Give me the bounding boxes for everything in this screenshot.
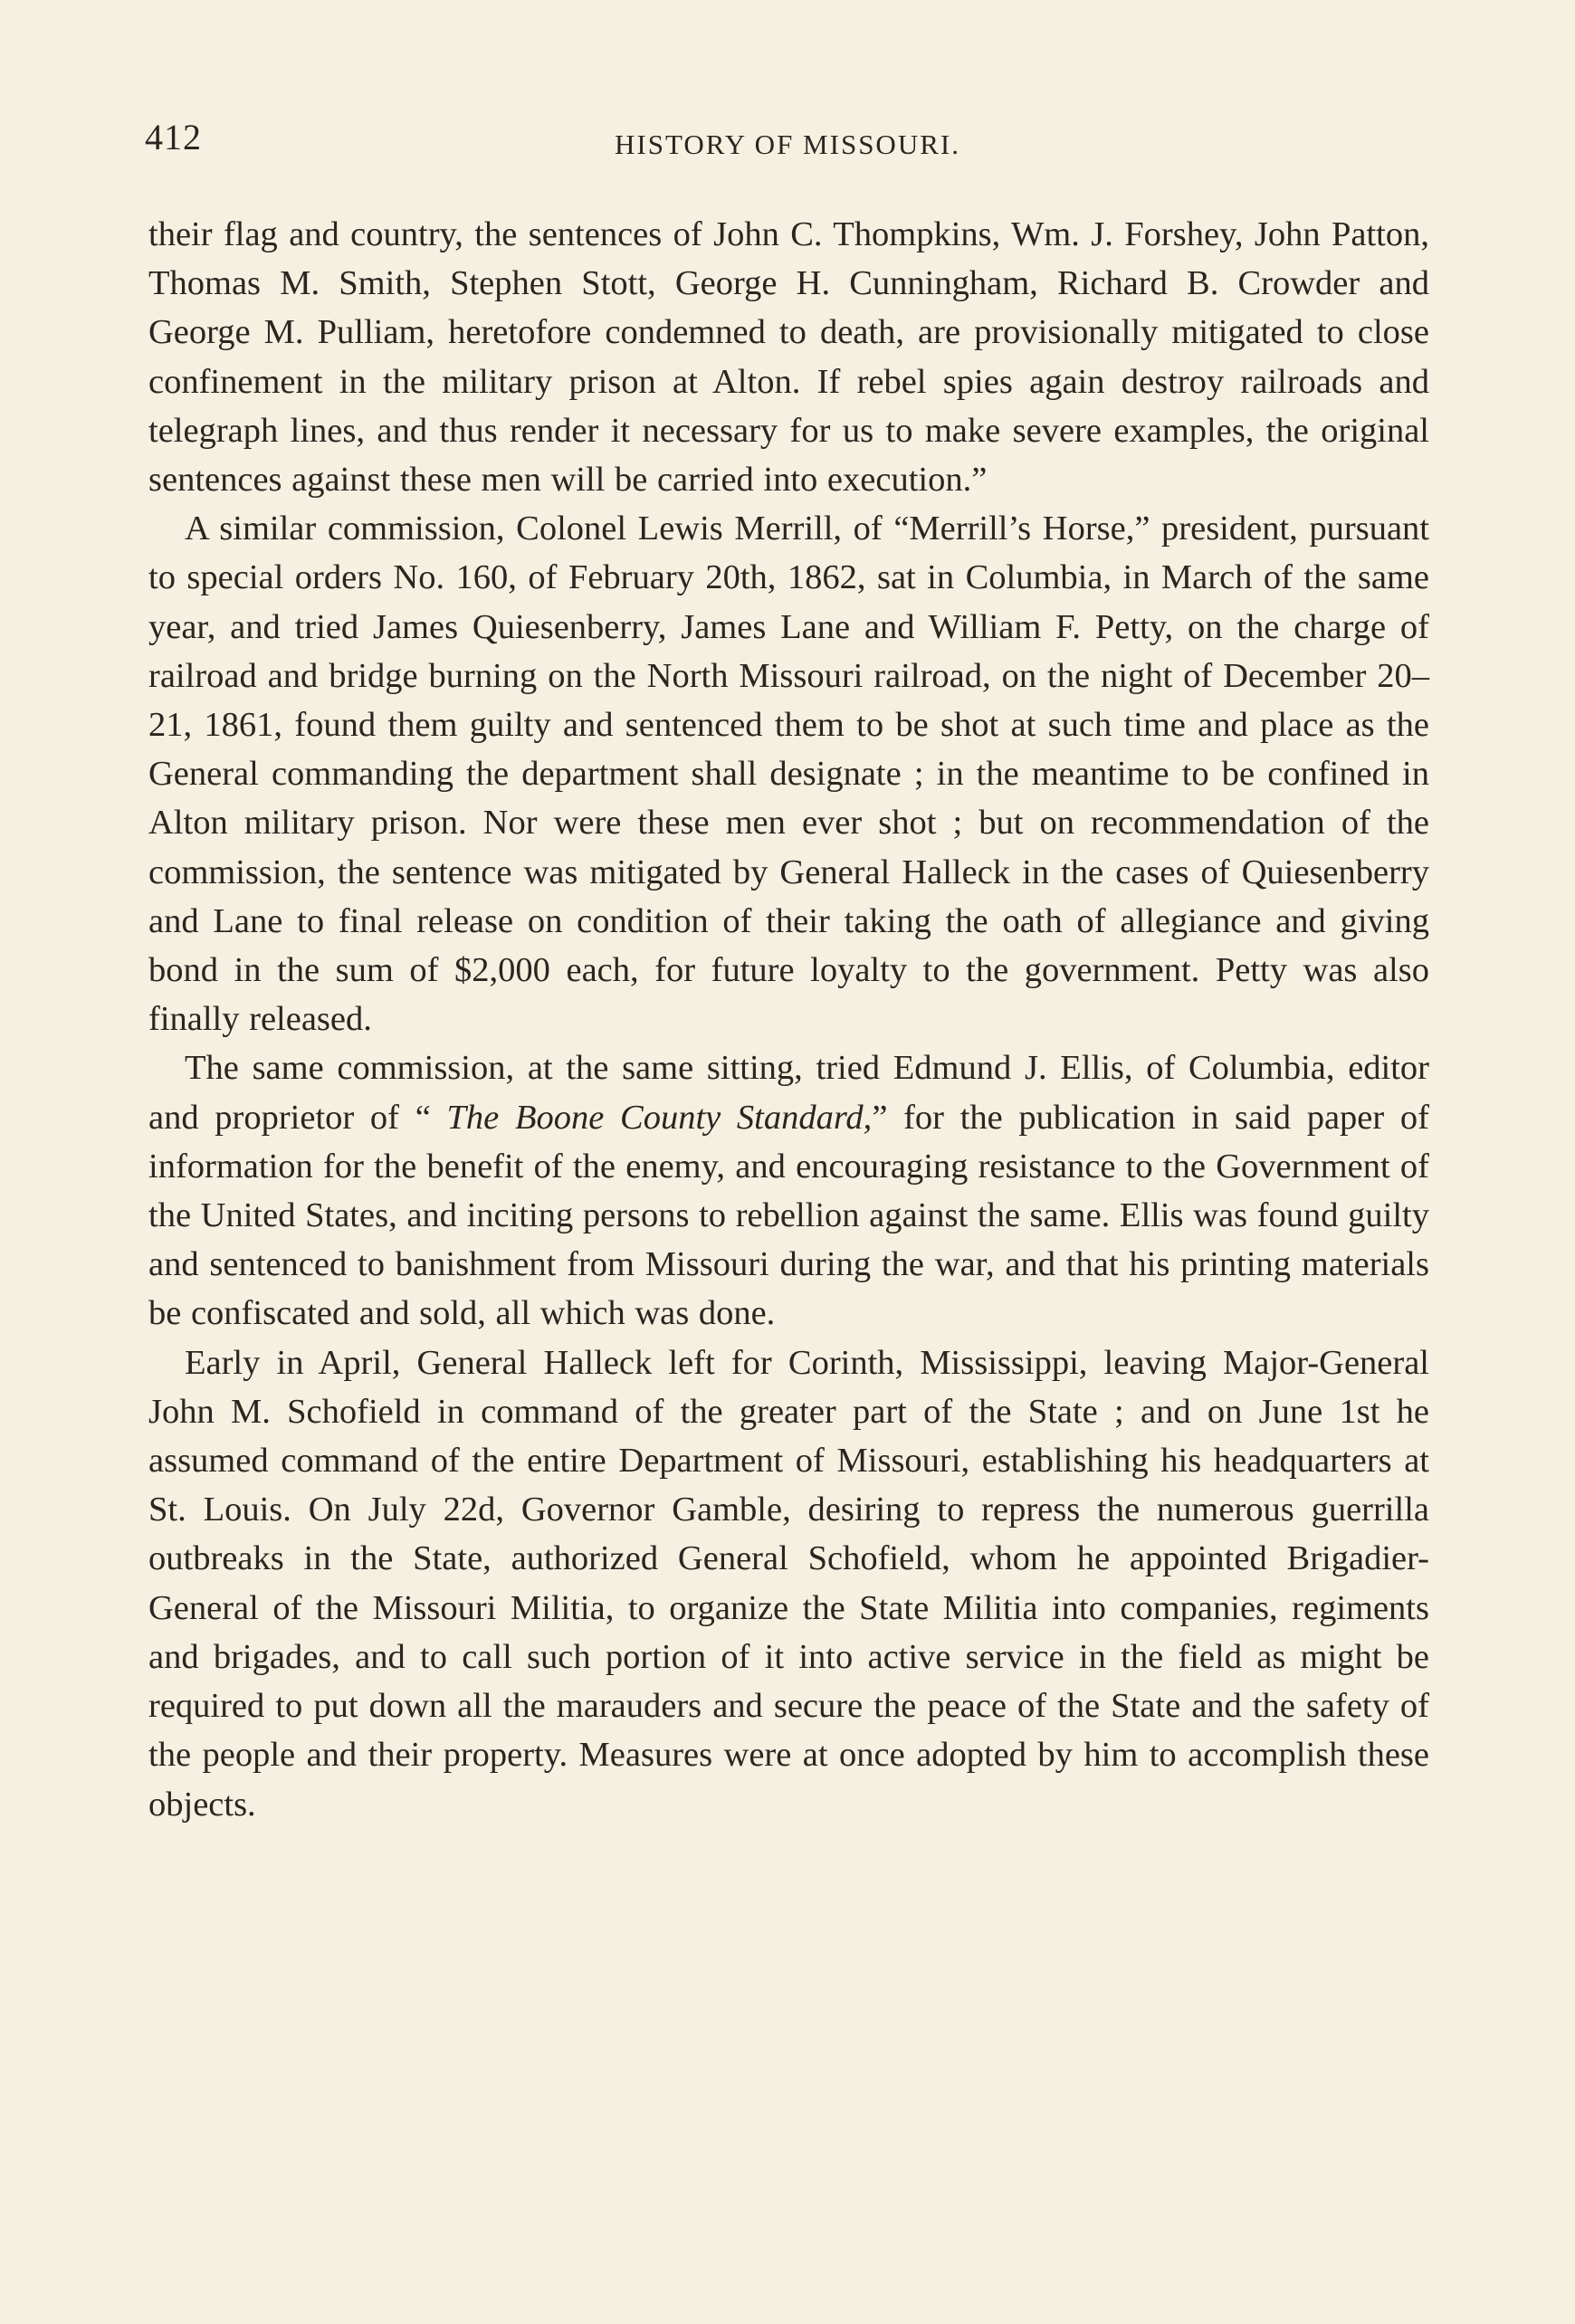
body-text (148, 210, 1429, 1829)
paragraph-2: A similar commission, Colonel Lewis Merrill, of “Merrill’s Horse,” president, pursuant to special orders No. 160, of February 20th, 1862, sat in Columbia, in March of the same year, and tried James Quiesenberry, James Lane and William F. Petty, on the charge of railroad and bridge burning on the North Missouri railroad, on the night of December 20–21, 1861, found them guilty and sentenced them to be shot at such time and place as the General commanding the department shall designate ; in the meantime to be confined in Alton military prison. Nor were these men ever shot ; but on recommendation of the commission, the sentence was mitigated by General Halleck in the cases of Quiesenberry and Lane to final release on condition of their taking the oath of allegiance and giving bond in the sum of $2,000 each, for future loyalty to the government. Petty was also finally released. (148, 510, 1429, 1039)
paragraph-3 (148, 1043, 1429, 1338)
paragraph-1: their flag and country, the sentences of John C. Thompkins, Wm. J. Forshey, John Patton, Thomas M. Smith, Stephen Stott, George H. Cunningham, Richard B. Crowder and George M. Pulliam, heretofore condemned to death, are provisionally mitigated to close confinement in the military prison at Alton. If rebel spies again destroy railroads and telegraph lines, and thus render it necessary for us to make severe examples, the original sentences against these men will be carried into execution.” (148, 215, 1429, 500)
paragraph-4: Early in April, General Halleck left for Corinth, Mississippi, leaving Major-General John M. Schofield in command of the greater part of the State ; and on June 1st he assumed command of the entire Department of Missouri, establishing his headquarters at St. Louis. On July 22d, Governor Gamble, desiring to repress the numerous guerrilla outbreaks in the State, authorized General Schofield, whom he appointed Brigadier-General of the Missouri Militia, to organize the State Militia into companies, regiments and brigades, and to call such portion of it into active service in the field as might be required to put down all the marauders and secure the peace of the State and the safety of the people and their property. Measures were at once adopted by him to accomplish these objects. (148, 1343, 1429, 1824)
paragraph-3-before: The same commission, at the same sitting, tried Edmund J. Ellis, of Columbia, editor and proprietor of “ (148, 1049, 1429, 1137)
paragraph-3-after: ” for the publication in said paper of information for the benefit of the enemy, and encouraging resistance to the Government of the United States, and inciting persons to rebellion against the same. Ellis was found guilty and sentenced to banishment from Missouri during the war, and that his printing materials be confiscated and sold, all which was done. (148, 1098, 1429, 1333)
page-number: 412 (145, 117, 202, 157)
newspaper-title: The Boone County Standard, (446, 1098, 873, 1137)
running-head: HISTORY OF MISSOURI. (615, 129, 960, 160)
